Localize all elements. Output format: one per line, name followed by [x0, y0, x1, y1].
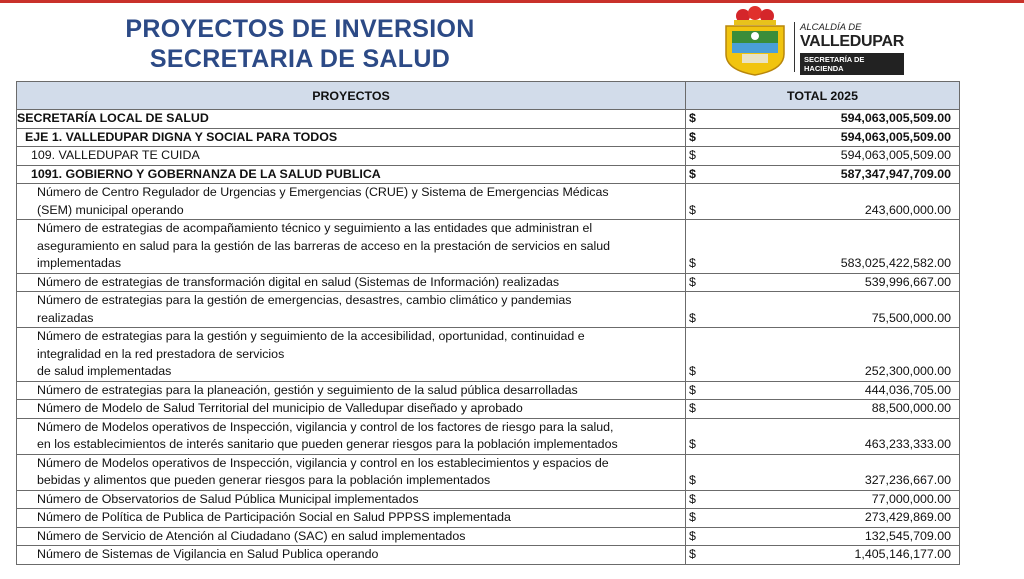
project-cell — [17, 165, 686, 184]
project-cell — [17, 147, 686, 166]
project-text-line: Número de Modelos operativos de Inspección, vigilancia y control en los establecimientos y espacios de — [37, 455, 609, 470]
title-line-2: SECRETARIA DE SALUD — [149, 45, 451, 73]
total-value: 252,300,000.00 — [864, 364, 951, 378]
project-text-line: Número de Centro Regulador de Urgencias y Emergencias (CRUE) y Sistema de Emergencias Médicas — [37, 185, 609, 199]
project-text-line: (SEM) municipal operando — [37, 202, 184, 217]
total-value: 75,500,000.00 — [871, 310, 951, 325]
table-row — [17, 128, 960, 147]
project-cell — [17, 128, 686, 147]
project-text-line: EJE 1. VALLEDUPAR DIGNA Y SOCIAL PARA TODOS — [25, 129, 338, 144]
total-value: 444,036,705.00 — [864, 382, 951, 397]
project-text-line: realizadas — [37, 310, 94, 325]
total-cell — [686, 527, 960, 546]
project-cell — [17, 328, 686, 382]
table-row — [17, 220, 960, 274]
project-cell — [17, 400, 686, 419]
currency-symbol: $ — [689, 401, 696, 415]
projects-table — [16, 81, 960, 565]
table-header-row — [17, 82, 960, 110]
total-value: 1,405,146,177.00 — [854, 547, 951, 561]
total-cell — [686, 509, 960, 528]
total-value: 539,996,667.00 — [864, 274, 951, 289]
total-value: 594,063,005,509.00 — [840, 129, 951, 144]
total-value: 273,429,869.00 — [864, 510, 951, 524]
currency-symbol: $ — [689, 528, 696, 543]
brand-small-text: ALCALDÍA DE — [800, 22, 862, 33]
valledupar-coat-of-arms-icon — [722, 6, 788, 76]
page-title — [100, 14, 500, 74]
total-cell — [686, 273, 960, 292]
project-text-line: aseguramiento en salud para la gestión de las barreras de acceso en la prestación de servicios en salud — [37, 238, 611, 253]
table-row — [17, 110, 960, 129]
table-row — [17, 400, 960, 419]
total-value: 327,236,667.00 — [864, 473, 951, 487]
total-cell — [686, 418, 960, 454]
table-row — [17, 527, 960, 546]
project-text-line: Número de Modelo de Salud Territorial del municipio de Valledupar diseñado y aprobado — [37, 401, 523, 415]
total-cell — [686, 147, 960, 166]
brand-block — [794, 22, 904, 76]
currency-symbol: $ — [689, 274, 696, 289]
total-value: 132,545,709.00 — [864, 528, 951, 543]
project-text-line: 1091. GOBIERNO Y GOBERNANZA DE LA SALUD PUBLICA — [31, 166, 381, 181]
brand-divider — [794, 22, 795, 72]
col-header-projects: PROYECTOS — [17, 82, 686, 110]
project-text-line: Número de Política de Publica de Participación Social en Salud PPPSS implementada — [37, 510, 511, 524]
project-text-line: integralidad en la red prestadora de servicios — [37, 346, 285, 361]
project-text-line: Número de Sistemas de Vigilancia en Salud Publica operando — [37, 547, 379, 561]
total-cell — [686, 128, 960, 147]
total-value: 88,500,000.00 — [871, 401, 951, 415]
total-value: 243,600,000.00 — [864, 202, 951, 217]
project-cell — [17, 527, 686, 546]
currency-symbol: $ — [689, 111, 696, 125]
title-line-1: PROYECTOS DE INVERSION — [125, 15, 475, 43]
currency-symbol: $ — [689, 547, 696, 561]
table-row — [17, 546, 960, 565]
table-row — [17, 509, 960, 528]
total-cell — [686, 400, 960, 419]
project-text-line: Número de estrategias de acompañamiento técnico y seguimiento a las entidades que administran el — [37, 221, 593, 235]
total-value: 587,347,947,709.00 — [840, 166, 951, 181]
table-row — [17, 381, 960, 400]
brand-tag: SECRETARÍA DE HACIENDA — [800, 53, 904, 75]
project-text-line: 109. VALLEDUPAR TE CUIDA — [31, 148, 200, 162]
brand-name: VALLEDUPAR — [800, 33, 904, 50]
total-cell — [686, 454, 960, 490]
project-text-line: Número de estrategias para la planeación, gestión y seguimiento de la salud pública desarrolladas — [37, 382, 578, 397]
currency-symbol: $ — [689, 166, 696, 181]
currency-symbol: $ — [689, 256, 696, 270]
project-cell — [17, 490, 686, 509]
project-text-line: Número de estrategias para la gestión y seguimiento de la accesibilidad, oportunidad, continuidad e — [37, 329, 585, 343]
project-text-line: bebidas y alimentos que pueden generar riesgos para la población implementados — [37, 473, 491, 487]
currency-symbol: $ — [689, 310, 696, 325]
total-cell — [686, 546, 960, 565]
project-text-line: en los establecimientos de interés sanitario que pueden generar riesgos para la población implementados — [37, 437, 618, 451]
project-text-line: SECRETARÍA LOCAL DE SALUD — [17, 111, 209, 125]
table-row — [17, 184, 960, 220]
currency-symbol: $ — [689, 437, 696, 451]
project-text-line: implementadas — [37, 256, 122, 270]
project-cell — [17, 418, 686, 454]
project-cell — [17, 454, 686, 490]
project-cell — [17, 220, 686, 274]
total-cell — [686, 220, 960, 274]
total-value: 594,063,005,509.00 — [840, 111, 951, 125]
project-text-line: Número de estrategias para la gestión de emergencias, desastres, cambio climático y pandemias — [37, 293, 572, 307]
currency-symbol: $ — [689, 473, 696, 487]
total-cell — [686, 381, 960, 400]
total-cell — [686, 328, 960, 382]
table-row — [17, 418, 960, 454]
total-value: 583,025,422,582.00 — [840, 256, 951, 270]
total-cell — [686, 165, 960, 184]
project-text-line: de salud implementadas — [37, 364, 172, 378]
table-row — [17, 454, 960, 490]
project-cell — [17, 273, 686, 292]
total-cell — [686, 490, 960, 509]
currency-symbol: $ — [689, 129, 696, 144]
project-cell — [17, 110, 686, 129]
table-row — [17, 273, 960, 292]
currency-symbol: $ — [689, 491, 696, 506]
total-cell — [686, 184, 960, 220]
top-accent-bar — [0, 0, 1024, 3]
currency-symbol: $ — [689, 148, 696, 162]
table-row — [17, 165, 960, 184]
table-row — [17, 292, 960, 328]
total-cell — [686, 110, 960, 129]
table-body — [17, 110, 960, 565]
table-row — [17, 147, 960, 166]
project-cell — [17, 292, 686, 328]
table-row — [17, 490, 960, 509]
project-text-line: Número de Servicio de Atención al Ciudadano (SAC) en salud implementados — [37, 528, 466, 543]
table-row — [17, 328, 960, 382]
project-cell — [17, 184, 686, 220]
project-text-line: Número de Modelos operativos de Inspección, vigilancia y control de los factores de riesgo para la salud, — [37, 419, 614, 434]
currency-symbol: $ — [689, 382, 696, 397]
total-cell — [686, 292, 960, 328]
total-value: 594,063,005,509.00 — [840, 148, 951, 162]
project-text-line: Número de Observatorios de Salud Pública Municipal implementados — [37, 491, 419, 506]
project-text-line: Número de estrategias de transformación digital en salud (Sistemas de Información) realizadas — [37, 274, 560, 289]
currency-symbol: $ — [689, 510, 696, 524]
currency-symbol: $ — [689, 202, 696, 217]
project-cell — [17, 381, 686, 400]
project-cell — [17, 509, 686, 528]
col-header-total: TOTAL 2025 — [686, 82, 960, 110]
project-cell — [17, 546, 686, 565]
currency-symbol: $ — [689, 364, 696, 378]
total-value: 463,233,333.00 — [864, 437, 951, 451]
total-value: 77,000,000.00 — [871, 491, 951, 506]
